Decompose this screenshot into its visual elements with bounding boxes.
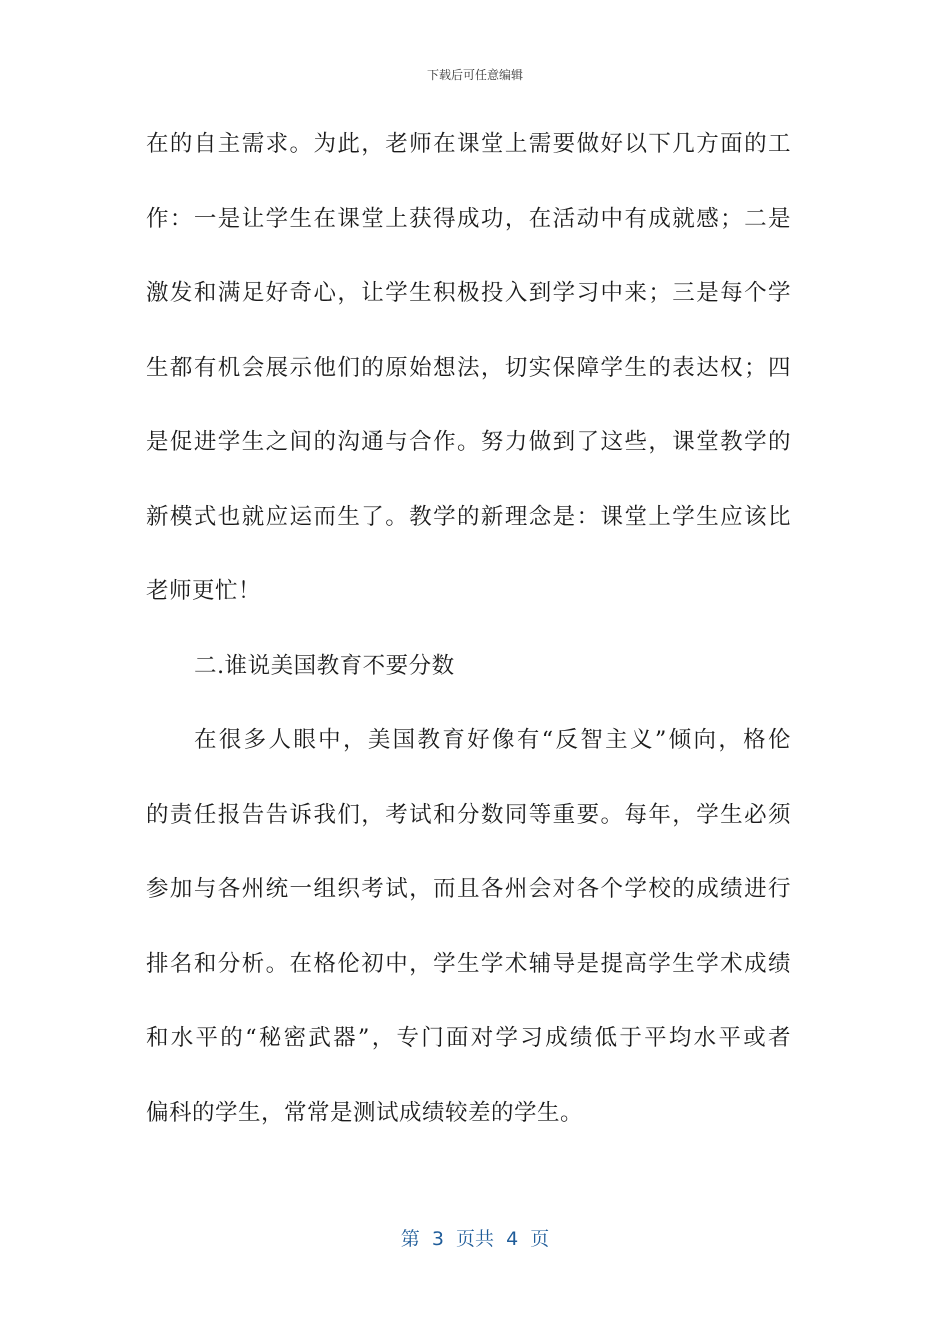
paragraph-line: 和水平的“秘密武器”，专门面对学习成绩低于平均水平或者: [146, 1025, 791, 1051]
page-number-footer: 第 3 页共 4 页: [400, 1228, 550, 1250]
paragraph-line: 在很多人眼中，美国教育好像有“反智主义”倾向，格伦: [194, 727, 791, 753]
paragraph-line: 在的自主需求。为此，老师在课堂上需要做好以下几方面的工: [146, 131, 791, 157]
paragraph-line: 参加与各州统一组织考试，而且各州会对各个学校的成绩进行: [146, 876, 791, 902]
paragraph-line: 老师更忙！: [146, 578, 262, 604]
paragraph-line: 生都有机会展示他们的原始想法，切实保障学生的表达权；四: [146, 354, 791, 381]
paragraph-line: 激发和满足好奇心，让学生积极投入到学习中来；三是每个学: [146, 280, 791, 306]
paragraph-line: 新模式也就应运而生了。教学的新理念是：课堂上学生应该比: [146, 503, 791, 530]
paragraph-line: 是促进学生之间的沟通与合作。努力做到了这些，课堂教学的: [146, 429, 791, 455]
paragraph-line: 作：一是让学生在课堂上获得成功，在活动中有成就感；二是: [146, 205, 791, 232]
paragraph-line: 排名和分析。在格伦初中，学生学术辅导是提高学生学术成绩: [146, 950, 791, 977]
paragraph-line: 的责任报告告诉我们，考试和分数同等重要。每年，学生必须: [146, 801, 791, 828]
document-body: [146, 118, 791, 1161]
paragraph-line: 偏科的学生，常常是测试成绩较差的学生。: [146, 1099, 584, 1126]
section-heading: 二.谁说美国教育不要分数: [194, 652, 455, 679]
page-header-note: 下载后可任意编辑: [426, 68, 523, 82]
